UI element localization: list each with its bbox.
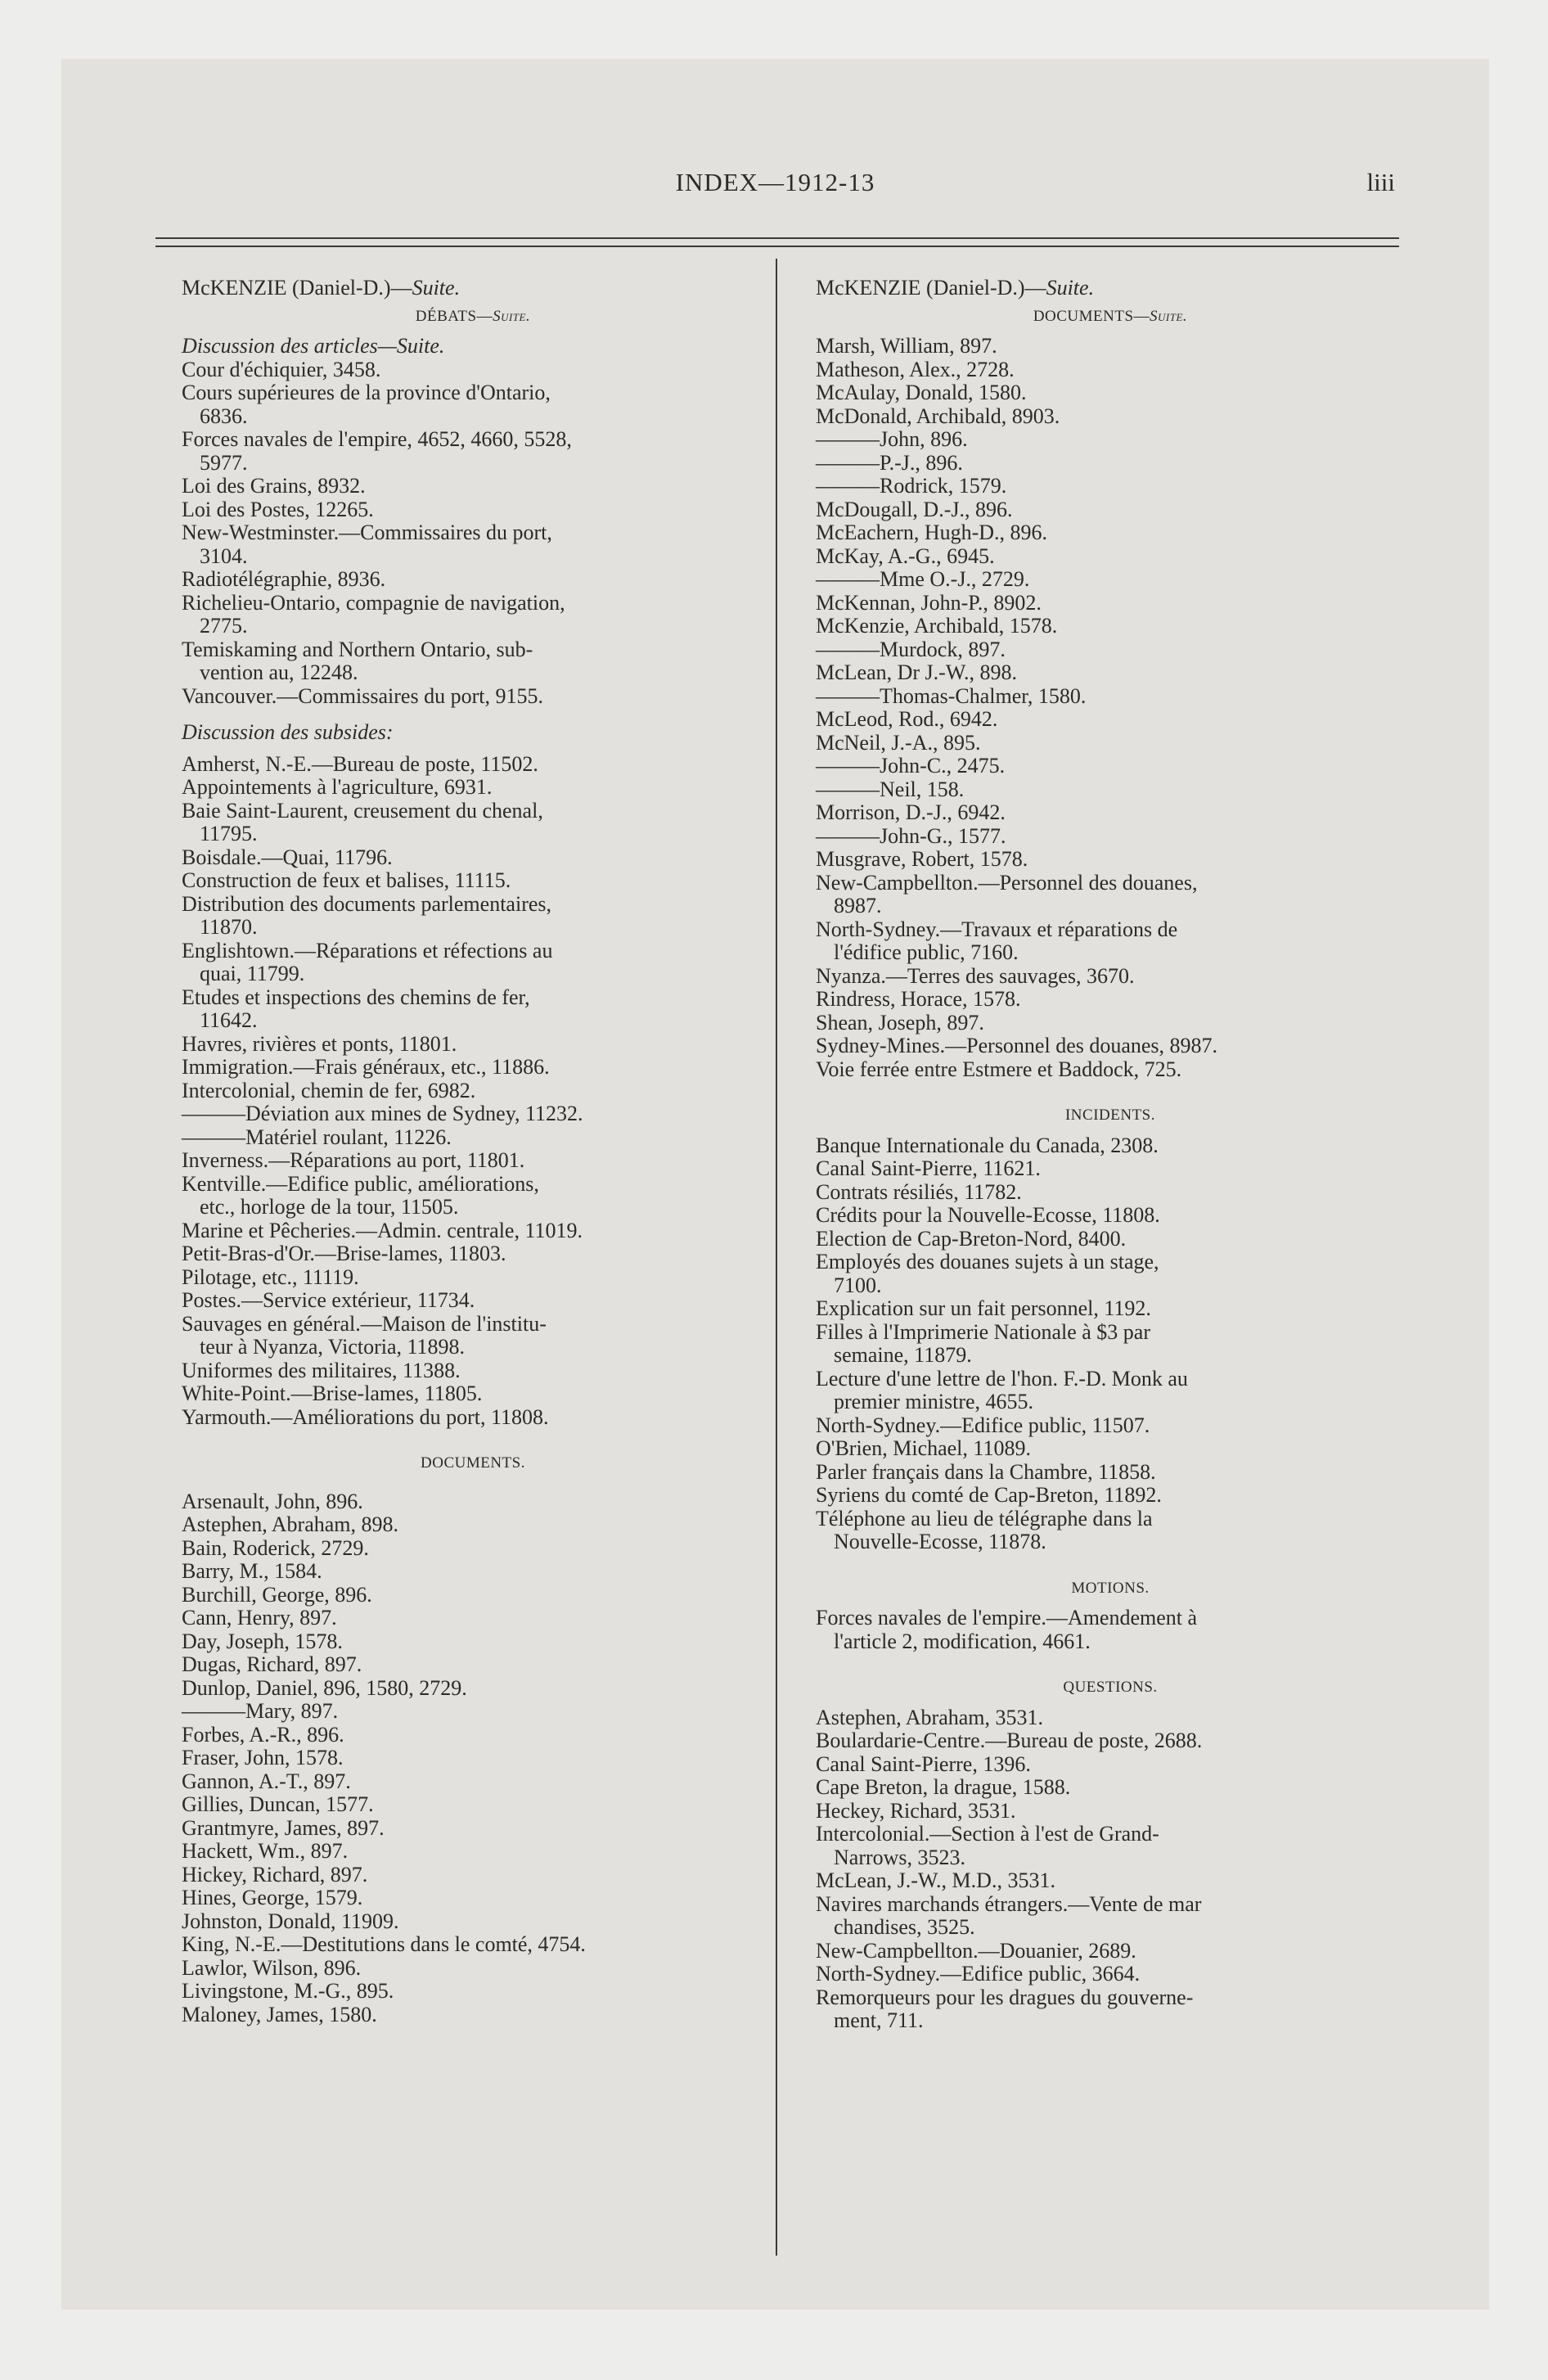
entry-text: Employés des douanes sujets à un stage, (816, 1250, 1159, 1273)
index-entry (816, 965, 1405, 989)
documents-list (816, 335, 1405, 1081)
index-entry (816, 1368, 1405, 1414)
entry-text: ———Murdock, 897. (816, 637, 1006, 661)
index-entry (182, 592, 764, 638)
entry-text: Téléphone au lieu de télégraphe dans la (816, 1506, 1153, 1530)
entry-text: Baie Saint-Laurent, creusement du chenal, (182, 798, 543, 823)
entry-text: McLean, J.-W., M.D., 3531. (816, 1868, 1055, 1892)
index-entry (816, 778, 1405, 802)
entry-text: Marsh, William, 897. (816, 334, 997, 358)
index-entry (816, 592, 1405, 615)
entry-text: McKennan, John-P., 8902. (816, 590, 1042, 615)
index-entry (816, 1297, 1405, 1321)
index-entry (816, 1058, 1405, 1082)
entry-text: Boulardarie-Centre.—Bureau de poste, 2688. (816, 1729, 1203, 1752)
index-entry (816, 1437, 1405, 1461)
entry-text: Morrison, D.-J., 6942. (816, 800, 1006, 824)
entry-text: Intercolonial, chemin de fer, 6982. (182, 1078, 476, 1102)
index-entry (182, 1033, 764, 1057)
index-entry (816, 1157, 1405, 1181)
index-entry: Hackett, Wm., 897. (182, 1839, 349, 1863)
entry-text: Marine et Pêcheries.—Admin. centrale, 11019. (182, 1218, 583, 1242)
entry-text: Kentville.—Edifice public, améliorations, (182, 1171, 539, 1196)
entry-text: ———Matériel roulant, 11226. (182, 1125, 452, 1149)
index-entry (816, 661, 1405, 685)
entry-continuation: 11870. (200, 915, 258, 939)
header-rule-top (155, 237, 1399, 239)
index-entry (182, 1056, 764, 1080)
index-entry (182, 521, 764, 568)
entry-continuation: vention au, 12248. (200, 660, 358, 684)
index-entry (182, 800, 764, 846)
entry-text: McDougall, D.-J., 896. (816, 497, 1013, 521)
index-entry (182, 1102, 764, 1126)
entry-text: Astephen, Abraham, 3531. (816, 1705, 1044, 1729)
incidents-list (816, 1134, 1405, 1554)
entry-text: New-Campbellton.—Personnel des douanes, (816, 870, 1198, 895)
entry-text: Loi des Grains, 8932. (182, 474, 366, 498)
entry-text: Uniformes des militaires, 11388. (182, 1358, 461, 1382)
index-entry (182, 940, 764, 986)
entry-text: McLeod, Rod., 6942. (816, 707, 998, 731)
entry-continuation: 11795. (200, 822, 258, 845)
index-entry (182, 358, 764, 382)
entry-text: ———Neil, 158. (816, 777, 965, 801)
index-entry (816, 918, 1405, 965)
index-entry (816, 1776, 1405, 1800)
entry-text: Etudes et inspections des chemins de fer, (182, 985, 530, 1009)
index-entry (816, 708, 1405, 732)
index-entry (816, 755, 1405, 778)
index-entry (182, 869, 764, 893)
entry-text: Filles à l'Imprimerie Nationale à $3 par (816, 1319, 1150, 1344)
index-entry (182, 1313, 764, 1359)
index-entry (182, 381, 764, 428)
entry-continuation: 2775. (200, 614, 248, 638)
questions-list (816, 1706, 1405, 2033)
index-entry (816, 545, 1405, 569)
entry-text: McKenzie, Archibald, 1578. (816, 614, 1058, 638)
index-entry (816, 1251, 1405, 1297)
entry-text: Contrats résiliés, 11782. (816, 1179, 1022, 1204)
entry-text: McLean, Dr J.-W., 898. (816, 660, 1017, 684)
documents-subheading: DOCUMENTS. (421, 1454, 525, 1472)
entry-continuation: Nouvelle-Ecosse, 11878. (834, 1530, 1046, 1553)
entry-text: Lecture d'une lettre de l'hon. F.-D. Monk au (816, 1366, 1188, 1391)
index-entry (182, 893, 764, 940)
index-entry: Johnston, Donald, 11909. (182, 1909, 399, 1933)
entry-text: ———Thomas-Chalmer, 1580. (816, 683, 1087, 708)
entry-text: Cape Breton, la drague, 1588. (816, 1775, 1071, 1799)
entry-text: McKay, A.-G., 6945. (816, 543, 995, 568)
index-entry (182, 568, 764, 592)
index-entry (182, 428, 764, 475)
entry-text: Navires marchands étrangers.—Vente de mar (816, 1891, 1202, 1916)
entry-continuation: 11642. (200, 1008, 258, 1032)
entry-suite: Suite. (412, 276, 461, 300)
index-entry (816, 1181, 1405, 1205)
index-entry (816, 452, 1405, 476)
index-entry (182, 638, 764, 685)
entry-text: Election de Cap-Breton-Nord, 8400. (816, 1226, 1127, 1251)
entry-continuation: premier ministre, 4655. (834, 1390, 1034, 1413)
index-entry (816, 1940, 1405, 1963)
index-entry (816, 568, 1405, 592)
entry-text: Loi des Postes, 12265. (182, 497, 374, 521)
entry-continuation: l'édifice public, 7160. (834, 940, 1019, 964)
entry-text: McEachern, Hugh-D., 896. (816, 521, 1048, 544)
column-divider (776, 259, 777, 2256)
entry-continuation: Narrows, 3523. (834, 1845, 966, 1869)
articles-list (182, 358, 764, 709)
index-entry (182, 475, 764, 498)
entry-text: Syriens du comté de Cap-Breton, 11892. (816, 1483, 1162, 1507)
entry-text: Pilotage, etc., 11119. (182, 1264, 359, 1289)
index-entry (816, 1228, 1405, 1251)
entry-text: Distribution des documents parlementaires, (182, 891, 552, 916)
debats-subheading: DÉBATS—Suite. (415, 307, 531, 325)
entry-continuation: etc., horloge de la tour, 11505. (200, 1195, 459, 1219)
entry-text: Heckey, Richard, 3531. (816, 1798, 1016, 1823)
index-entry (816, 1461, 1405, 1485)
index-entry (816, 1800, 1405, 1823)
index-entry (816, 1823, 1405, 1869)
entry-continuation: 5977. (200, 450, 248, 475)
entry-text: Petit-Bras-d'Or.—Brise-lames, 11803. (182, 1242, 506, 1265)
index-entry (816, 1484, 1405, 1508)
index-entry (816, 1869, 1405, 1893)
index-entry (816, 685, 1405, 709)
index-entry: Grantmyre, James, 897. (182, 1815, 385, 1840)
index-entry: Livingstone, M.-G., 895. (182, 1979, 394, 2003)
index-entry: Gillies, Duncan, 1577. (182, 1792, 374, 1816)
index-entry (816, 615, 1405, 638)
index-entry (816, 638, 1405, 662)
entry-text: Boisdale.—Quai, 11796. (182, 845, 393, 869)
entry-text: McAulay, Donald, 1580. (816, 381, 1027, 404)
left-entry-heading (182, 277, 764, 300)
index-entry (816, 1414, 1405, 1438)
entry-text: Vancouver.—Commissaires du port, 9155. (182, 683, 543, 708)
entry-text: New-Westminster.—Commissaires du port, (182, 521, 552, 544)
index-entry (816, 1012, 1405, 1035)
index-entry (816, 872, 1405, 918)
index-entry: Fraser, John, 1578. (182, 1746, 344, 1769)
entry-text: Remorqueurs pour les dragues du gouverne- (816, 1985, 1194, 2009)
motions-subheading: MOTIONS. (1071, 1579, 1150, 1597)
entry-continuation: semaine, 11879. (834, 1343, 972, 1367)
index-entry (816, 335, 1405, 358)
index-entry: Day, Joseph, 1578. (182, 1629, 343, 1653)
index-entry: Burchill, George, 896. (182, 1582, 372, 1607)
entry-text: North-Sydney.—Edifice public, 11507. (816, 1413, 1150, 1437)
entry-text: Radiotélégraphie, 8936. (182, 567, 386, 591)
entry-text: McNeil, J.-A., 895. (816, 730, 981, 755)
index-entry (816, 1893, 1405, 1940)
index-entry: Barry, M., 1584. (182, 1559, 322, 1583)
index-entry: ———Mary, 897. (182, 1699, 339, 1723)
index-entry (816, 405, 1405, 429)
page-number: liii (1366, 168, 1395, 196)
index-entry (816, 825, 1405, 849)
discussion-articles-label: Discussion des articles—Suite. (182, 334, 445, 358)
discussion-subsides-label: Discussion des subsides: (182, 720, 394, 744)
entry-text: Inverness.—Réparations au port, 11801. (182, 1148, 525, 1172)
index-entry (816, 358, 1405, 382)
index-entry: Lawlor, Wilson, 896. (182, 1955, 362, 1980)
entry-text: North-Sydney.—Edifice public, 3664. (816, 1962, 1141, 1986)
entry-text: New-Campbellton.—Douanier, 2689. (816, 1938, 1136, 1963)
index-entry: Dugas, Richard, 897. (182, 1652, 362, 1676)
index-entry (182, 1359, 764, 1383)
entry-text: Construction de feux et balises, 11115. (182, 868, 511, 892)
entry-text: Intercolonial.—Section à l'est de Grand- (816, 1822, 1159, 1846)
entry-text: O'Brien, Michael, 11089. (816, 1436, 1031, 1460)
entry-text: Rindress, Horace, 1578. (816, 987, 1021, 1011)
entry-text: ———Mme O.-J., 2729. (816, 567, 1030, 591)
index-entry (182, 986, 764, 1033)
entry-text: Cour d'échiquier, 3458. (182, 357, 381, 381)
right-entry-heading (816, 277, 1405, 300)
entry-text: Crédits pour la Nouvelle-Ecosse, 11808. (816, 1203, 1160, 1227)
index-entry (816, 1508, 1405, 1554)
entry-text: Amherst, N.-E.—Bureau de poste, 11502. (182, 751, 538, 776)
entry-text: ———John, 896. (816, 427, 968, 451)
entry-text: Shean, Joseph, 897. (816, 1010, 984, 1034)
index-entry: Cann, Henry, 897. (182, 1606, 337, 1629)
entry-text: Richelieu-Ontario, compagnie de navigation, (182, 590, 565, 615)
index-entry (182, 1219, 764, 1243)
index-entry (816, 1321, 1405, 1368)
motions-list (816, 1607, 1405, 1653)
entry-name: McKENZIE (Daniel-D.)— (816, 276, 1046, 300)
entry-text: Postes.—Service extérieur, 11734. (182, 1288, 475, 1312)
entry-continuation: 3104. (200, 543, 248, 568)
right-column (816, 277, 1405, 2033)
entry-text: North-Sydney.—Travaux et réparations de (816, 917, 1178, 941)
entry-text: Englishtown.—Réparations et réfections au (182, 938, 553, 962)
entry-text: Parler français dans la Chambre, 11858. (816, 1459, 1156, 1484)
entry-continuation: 7100. (834, 1273, 882, 1297)
index-entry (816, 1204, 1405, 1228)
index-entry (182, 1080, 764, 1103)
entry-text: Canal Saint-Pierre, 1396. (816, 1751, 1031, 1776)
index-entry: Astephen, Abraham, 898. (182, 1512, 399, 1536)
index-entry (816, 1753, 1405, 1777)
index-entry (182, 685, 764, 709)
entry-text: Immigration.—Frais généraux, etc., 11886. (182, 1055, 550, 1079)
entry-text: ———Déviation aux mines de Sydney, 11232. (182, 1102, 583, 1125)
index-entry (182, 1406, 764, 1430)
index-entry (816, 1134, 1405, 1158)
page-header (61, 168, 1489, 209)
index-entry (816, 498, 1405, 522)
index-entry (182, 1242, 764, 1266)
index-entry: Maloney, James, 1580. (182, 2002, 377, 2026)
entry-text: Forces navales de l'empire, 4652, 4660, 5528, (182, 427, 572, 451)
entry-text: ———John-C., 2475. (816, 754, 1006, 778)
entry-text: Sauvages en général.—Maison de l'institu- (182, 1311, 547, 1336)
entry-text: Nyanza.—Terres des sauvages, 3670. (816, 963, 1135, 988)
entry-text: Havres, rivières et ponts, 11801. (182, 1031, 457, 1056)
entry-name: McKENZIE (Daniel-D.)— (182, 276, 412, 300)
entry-text: ———Rodrick, 1579. (816, 474, 1007, 498)
index-entry (816, 732, 1405, 755)
subsides-list (182, 753, 764, 1430)
index-entry: Forbes, A.-R., 896. (182, 1722, 344, 1747)
entry-continuation: teur à Nyanza, Victoria, 11898. (200, 1335, 466, 1359)
entry-continuation: quai, 11799. (200, 962, 305, 985)
index-entry (816, 521, 1405, 545)
entry-text: Temiskaming and Northern Ontario, sub- (182, 637, 533, 661)
index-entry: Arsenault, John, 896. (182, 1489, 363, 1513)
index-entry (816, 848, 1405, 872)
index-entry: Gannon, A.-T., 897. (182, 1769, 351, 1793)
entry-text: ———P.-J., 896. (816, 450, 963, 475)
entry-text: Yarmouth.—Améliorations du port, 11808. (182, 1404, 549, 1429)
index-entry: Dunlop, Daniel, 896, 1580, 2729. (182, 1675, 467, 1700)
entry-text: Appointements à l'agriculture, 6931. (182, 775, 493, 799)
index-entry (182, 753, 764, 777)
index-entry (182, 1266, 764, 1290)
entry-continuation: 8987. (834, 894, 882, 917)
entry-continuation: l'article 2, modification, 4661. (834, 1629, 1091, 1653)
index-entry (182, 498, 764, 522)
index-entry (182, 846, 764, 870)
index-entry (816, 1607, 1405, 1653)
index-entry (816, 381, 1405, 405)
index-entry: Hines, George, 1579. (182, 1886, 363, 1909)
entry-text: White-Point.—Brise-lames, 11805. (182, 1382, 483, 1405)
index-entry (816, 1986, 1405, 2033)
entry-continuation: ment, 711. (834, 2008, 924, 2032)
entry-suite: Suite. (1046, 276, 1095, 300)
entry-text: Canal Saint-Pierre, 11621. (816, 1156, 1041, 1180)
index-entry (182, 776, 764, 800)
incidents-subheading: INCIDENTS. (1064, 1107, 1156, 1124)
index-entry (182, 1173, 764, 1219)
questions-subheading: QUESTIONS. (1063, 1679, 1158, 1696)
entry-text: ———John-G., 1577. (816, 823, 1006, 848)
index-entry (182, 1289, 764, 1313)
header-rule-bottom (155, 246, 1399, 247)
index-entry: Bain, Roderick, 2729. (182, 1535, 369, 1560)
index-entry (816, 428, 1405, 452)
index-entry (182, 1149, 764, 1173)
entry-continuation: 6836. (200, 403, 248, 428)
entry-text: Sydney-Mines.—Personnel des douanes, 8987. (816, 1034, 1218, 1057)
entry-text: Forces navales de l'empire.—Amendement à (816, 1606, 1198, 1629)
documents-list (182, 1490, 764, 2027)
index-entry (816, 988, 1405, 1012)
entry-text: Banque Internationale du Canada, 2308. (816, 1133, 1159, 1157)
entry-continuation: chandises, 3525. (834, 1915, 975, 1939)
entry-text: Explication sur un fait personnel, 1192. (816, 1296, 1151, 1320)
index-entry (816, 801, 1405, 825)
entry-text: Matheson, Alex., 2728. (816, 357, 1015, 381)
index-entry (816, 1034, 1405, 1058)
entry-text: Cours supérieures de la province d'Ontario, (182, 381, 551, 404)
index-entry: King, N.-E.—Destitutions dans le comté, 4754. (182, 1932, 586, 1956)
index-entry (182, 1382, 764, 1406)
index-entry (816, 1706, 1405, 1730)
index-entry (182, 1126, 764, 1150)
left-column (182, 277, 764, 2026)
index-entry (816, 475, 1405, 498)
entry-text: Musgrave, Robert, 1578. (816, 847, 1028, 871)
documents-suite-subheading: DOCUMENTS—Suite. (1033, 307, 1188, 325)
entry-text: Voie ferrée entre Estmere et Baddock, 725. (816, 1057, 1182, 1081)
index-entry: Hickey, Richard, 897. (182, 1862, 368, 1886)
index-entry (816, 1963, 1405, 1986)
index-title: INDEX—1912-13 (675, 168, 875, 196)
entry-text: McDonald, Archibald, 8903. (816, 403, 1060, 428)
index-entry (816, 1729, 1405, 1753)
